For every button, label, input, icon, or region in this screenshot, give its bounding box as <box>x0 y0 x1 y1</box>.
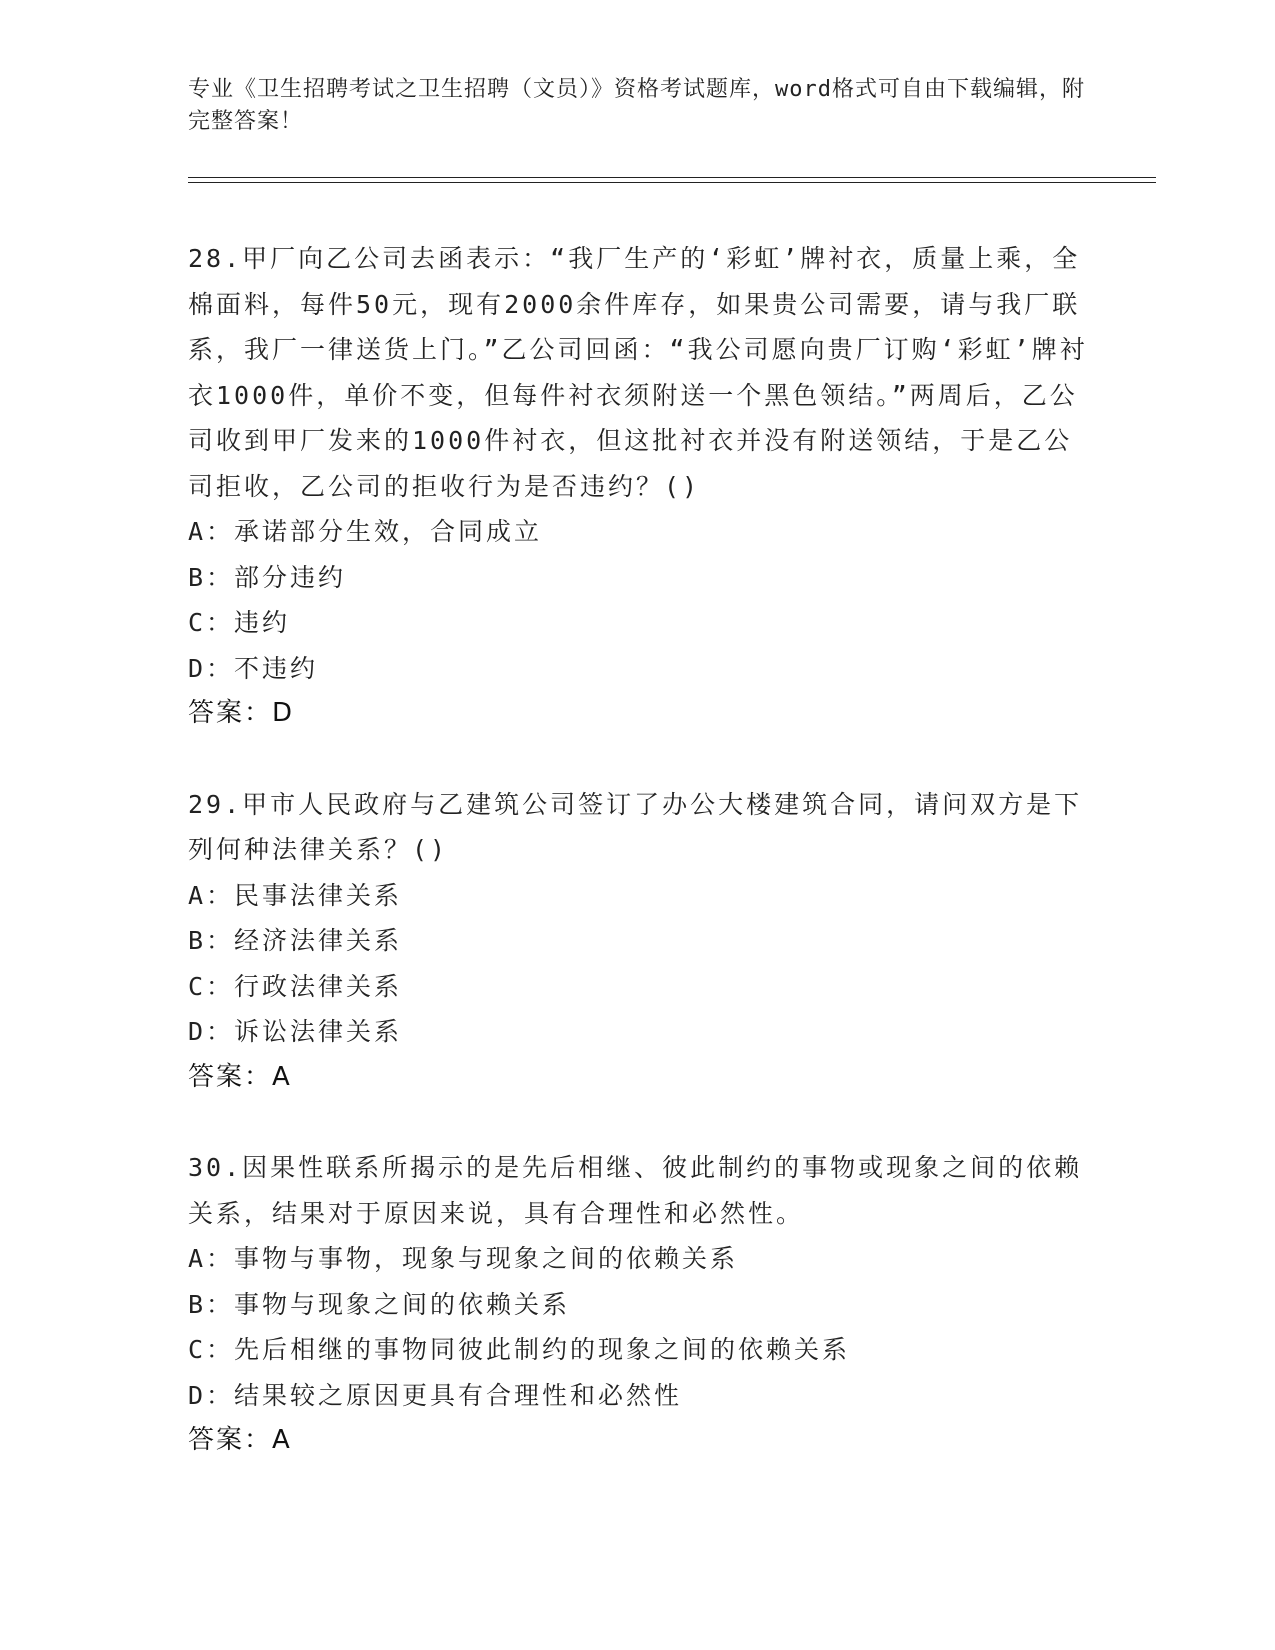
answer: 答案：D <box>188 698 295 728</box>
question-gap <box>188 1100 1088 1145</box>
option-b: B：部分违约 <box>188 562 347 592</box>
document-header: 专业《卫生招聘考试之卫生招聘（文员）》资格考试题库，word格式可自由下载编辑，附完整答案！ <box>188 77 1085 134</box>
option-d: D：结果较之原因更具有合理性和必然性 <box>188 1380 683 1410</box>
option-c: C：先后相继的事物同彼此制约的现象之间的依赖关系 <box>188 1335 851 1364</box>
option-d: D：不违约 <box>188 653 319 683</box>
header-divider <box>188 177 1156 183</box>
option-d: D：诉讼法律关系 <box>188 1017 403 1046</box>
question-text: 28.甲厂向乙公司去函表示：“我厂生产的‘彩虹’牌衬衣，质量上乘，全棉面料，每件50元，现有2000余件库存，如果贵公司需要，请与我厂联系，我厂一律送货上门。”乙公司回函：“我公司愿向贵厂订购‘彩虹’牌衬衣1000件，单价不变，但每件衬衣须附送一个黑色领结。”两周后，乙公司收到甲厂发来的1000件衬衣，但这批衬衣并没有附送领结，于是乙公司拒收，乙公司的拒收行为是否违约？() <box>188 244 1088 501</box>
question-text: 29.甲市人民政府与乙建筑公司签订了办公大楼建筑合同，请问双方是下列何种法律关系？() <box>188 789 1083 864</box>
answer: 答案：A <box>188 1425 292 1455</box>
option-a: A：事物与事物，现象与现象之间的依赖关系 <box>188 1244 739 1273</box>
question-28 <box>188 236 1088 737</box>
option-c: C：行政法律关系 <box>188 971 403 1001</box>
option-a: A：承诺部分生效，合同成立 <box>188 517 543 546</box>
question-30 <box>188 1145 1088 1464</box>
answer: 答案：A <box>188 1061 292 1092</box>
question-29 <box>188 782 1088 1101</box>
option-b: B：经济法律关系 <box>188 926 403 955</box>
question-text: 30.因果性联系所揭示的是先后相继、彼此制约的事物或现象之间的依赖关系，结果对于原因来说，具有合理性和必然性。 <box>188 1153 1083 1228</box>
option-a: A：民事法律关系 <box>188 880 403 910</box>
question-gap <box>188 737 1088 782</box>
question-list <box>188 236 1088 1464</box>
option-b: B：事物与现象之间的依赖关系 <box>188 1289 571 1319</box>
option-c: C：违约 <box>188 608 291 637</box>
